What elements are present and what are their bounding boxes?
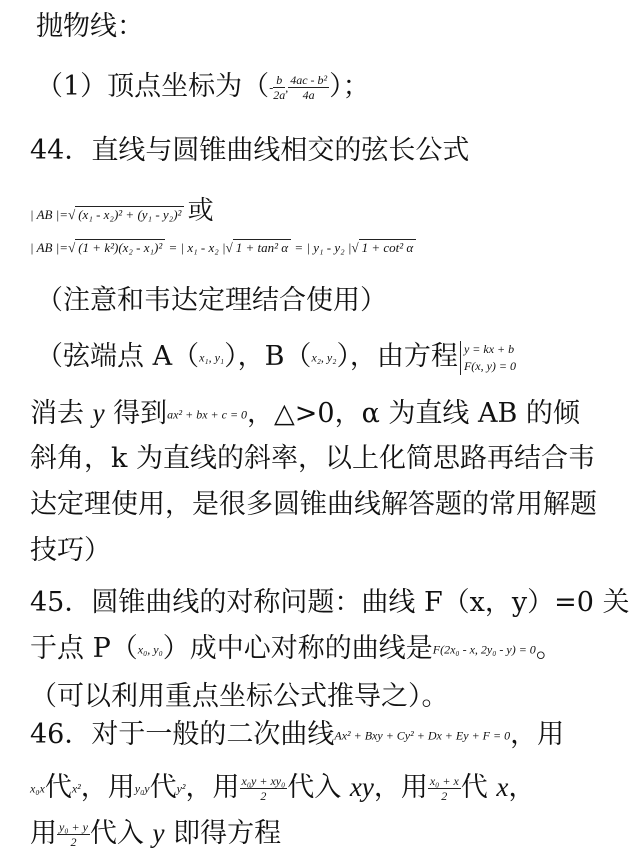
final-line: 用 $\frac{\text{y₀ + y}}{2}$ 代入 y 即得方程 <box>30 818 282 849</box>
symmetry-line: 于点 P（x₀, y₀）成中心对称的曲线是F(2x₀ - x, 2y₀ - y) = 0。 <box>30 633 563 664</box>
vieta-note: （注意和韦达定理结合使用） <box>36 285 387 316</box>
section-44-heading: 44．直线与圆锥曲线相交的弦长公式 <box>30 135 470 166</box>
chord-length-formula-1: | AB |=√ (x₁ - x₂)² + (y₁ - y₂)² 或 <box>30 196 214 226</box>
chord-length-formula-2: | AB |=√ (1 + k²)(x₂ - x₁)² = | x₁ - x₂ |√ 1 + tan² α = | y₁ - y₂ |√ 1 + cot² α <box>30 240 416 256</box>
text-line-7: 斜角，k 为直线的斜率，以上化简思路再结合韦 <box>30 443 595 474</box>
vertex-line: （1）顶点坐标为（- $\frac{b}{2a}$ , $\frac{\text{4ac - b²}}{4a}$ ）； <box>36 71 370 102</box>
section-45-heading: 45．圆锥曲线的对称问题：曲线 F（x，y）=0 关 <box>30 587 630 618</box>
section-46-heading: 46．对于一般的二次曲线Ax² + Bxy + Cy² + Dx + Ey + F = 0，用 <box>30 719 565 750</box>
equation-system: y = kx + b F(x, y) = 0 <box>460 341 516 375</box>
text-line-9: 技巧） <box>30 535 111 566</box>
derivation-note: （可以利用重点坐标公式推导之）。 <box>30 681 449 712</box>
text-line-8: 达定理使用，是很多圆锥曲线解答题的常用解题 <box>30 489 597 520</box>
chord-endpoints-line: （弦端点 A（x₁, y₁），B（x₂, y₂），由方程 y = kx + b F(x, y) = 0 <box>36 341 517 373</box>
parabola-heading: 抛物线： <box>36 11 144 42</box>
eliminate-line: 消去 y 得到ax² + bx + c = 0，△>0，α 为直线 AB 的倾 <box>30 398 580 429</box>
substitution-line: x₀x代x²，用y₀y代y²，用 $\frac{\text{x₀y + xy₀}}{2}$ 代入 xy，用 $\frac{\text{x₀ + x}}{2}$ 代 x， <box>30 772 536 803</box>
